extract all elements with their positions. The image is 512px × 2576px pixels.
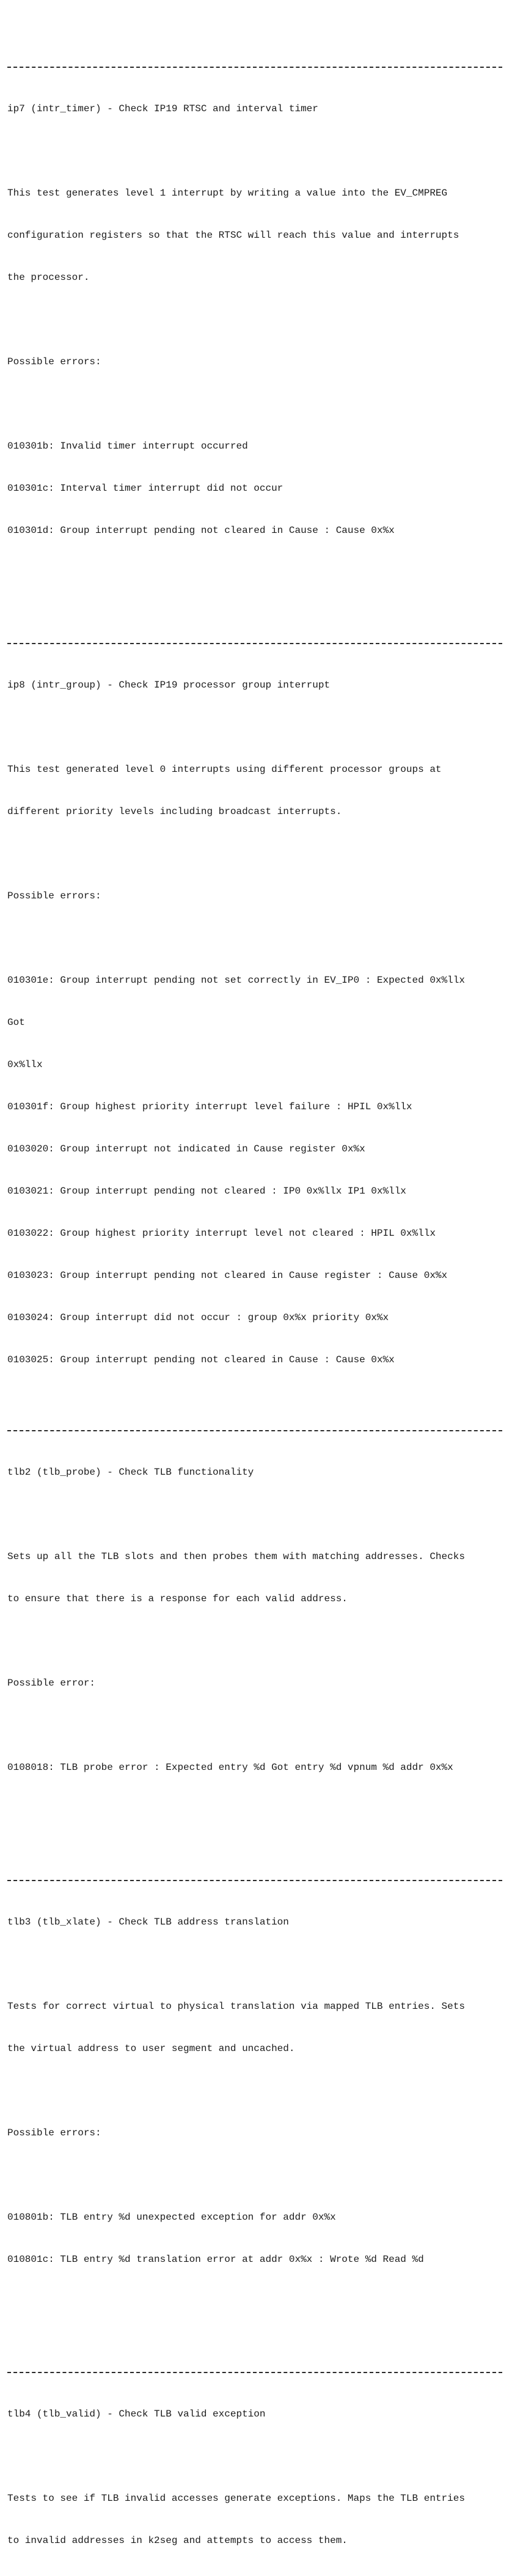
description-line: This test generated level 0 interrupts using different processor groups at: [7, 764, 442, 775]
error-line: 0103024: Group interrupt did not occur : group 0x%x priority 0x%x: [7, 1312, 389, 1323]
error-line: 010301f: Group highest priority interrupt level failure : HPIL 0x%llx: [7, 1101, 412, 1112]
section-divider: [7, 1423, 510, 1437]
error-line: 0x%llx: [7, 1059, 43, 1070]
description-line: to invalid addresses in k2seg and attempts to access them.: [7, 2535, 348, 2546]
section-divider: [7, 636, 510, 650]
errors-label: Possible errors:: [7, 890, 101, 901]
errors-label: Possible errors:: [7, 356, 101, 367]
section-heading: tlb4 (tlb_valid) - Check TLB valid exception: [7, 2409, 266, 2420]
errors-label: Possible errors:: [7, 2127, 101, 2138]
error-line: 010801c: TLB entry %d translation error at addr 0x%x : Wrote %d Read %d: [7, 2254, 424, 2265]
description-line: different priority levels including broadcast interrupts.: [7, 806, 342, 817]
error-line: 0103021: Group interrupt pending not cleared : IP0 0x%llx IP1 0x%llx: [7, 1186, 406, 1197]
error-line: 0103020: Group interrupt not indicated in Cause register 0x%x: [7, 1143, 365, 1154]
error-line: 0103022: Group highest priority interrupt level not cleared : HPIL 0x%llx: [7, 1228, 436, 1239]
description-line: configuration registers so that the RTSC will reach this value and interrupts: [7, 230, 459, 241]
description-line: the virtual address to user segment and uncached.: [7, 2043, 295, 2054]
error-line: 010301e: Group interrupt pending not set correctly in EV_IP0 : Expected 0x%llx: [7, 975, 465, 986]
section-heading: ip7 (intr_timer) - Check IP19 RTSC and interval timer: [7, 103, 318, 114]
section-heading: tlb3 (tlb_xlate) - Check TLB address translation: [7, 1917, 289, 1928]
description-line: the processor.: [7, 272, 90, 283]
error-line: 010801b: TLB entry %d unexpected exception for addr 0x%x: [7, 2212, 336, 2223]
error-line: 0103023: Group interrupt pending not cleared in Cause register : Cause 0x%x: [7, 1270, 448, 1281]
error-line: 010301c: Interval timer interrupt did not occur: [7, 483, 283, 494]
description-line: Tests to see if TLB invalid accesses generate exceptions. Maps the TLB entries: [7, 2493, 465, 2504]
errors-label: Possible error:: [7, 1678, 96, 1689]
document-page: [7, 4, 510, 2576]
section-heading: tlb2 (tlb_probe) - Check TLB functionality: [7, 1467, 254, 1478]
description-line: to ensure that there is a response for each valid address.: [7, 1593, 348, 1604]
section-heading: ip8 (intr_group) - Check IP19 processor group interrupt: [7, 680, 331, 691]
description-line: Tests for correct virtual to physical translation via mapped TLB entries. Sets: [7, 2001, 465, 2012]
error-line: 010301d: Group interrupt pending not cleared in Cause : Cause 0x%x: [7, 525, 395, 536]
section-divider: [7, 2365, 510, 2379]
description-line: This test generates level 1 interrupt by writing a value into the EV_CMPREG: [7, 188, 448, 199]
error-line: Got: [7, 1017, 25, 1028]
section-divider: [7, 60, 510, 74]
description-line: Sets up all the TLB slots and then probes them with matching addresses. Checks: [7, 1551, 465, 1562]
section-divider: [7, 1873, 510, 1887]
error-line: 010301b: Invalid timer interrupt occurred: [7, 441, 248, 452]
error-line: 0103025: Group interrupt pending not cleared in Cause : Cause 0x%x: [7, 1354, 395, 1365]
error-line: 0108018: TLB probe error : Expected entry %d Got entry %d vpnum %d addr 0x%x: [7, 1762, 453, 1773]
